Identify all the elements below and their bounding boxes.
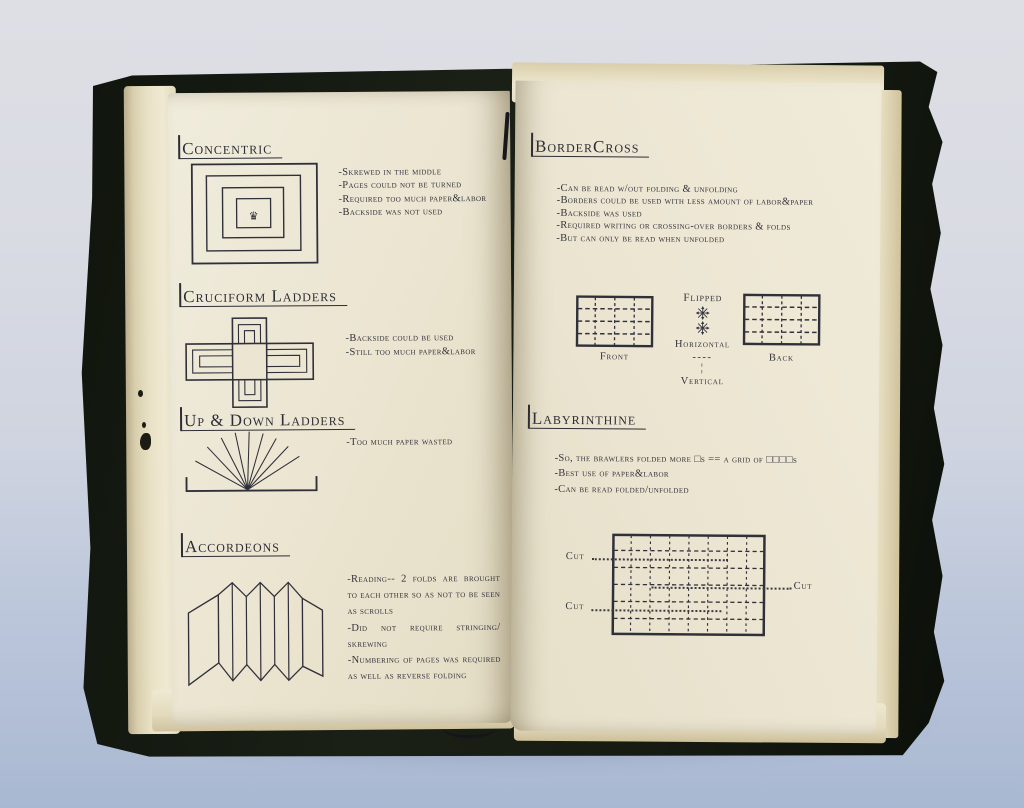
fan-diagram	[183, 430, 320, 508]
heading-cruciform-ladders: Cruciform Ladders	[180, 286, 347, 307]
cut-label-top-left: Cut	[565, 550, 585, 563]
note-line: -But can only be read when unfolded	[556, 232, 725, 245]
cruciform-diagram	[184, 316, 315, 414]
cut-label-right: Cut	[793, 580, 813, 592]
note-line: -Did not require stringing/ skrewing	[347, 621, 501, 650]
up-down-notes	[346, 435, 506, 450]
note-line: -Can be read folded/unfolded	[554, 483, 689, 496]
note-line: -Still too much paper&labor	[345, 346, 476, 358]
note-line: -Best use of paper&labor	[554, 468, 669, 481]
vertical-fold-symbol: ¦	[700, 362, 704, 375]
note-line: -Borders could be used with less amount of labor&paper	[556, 195, 814, 209]
note-line: -So, the brawlers folded more □s == a grid of □□□□s	[554, 452, 798, 466]
vertical-label: Vertical	[680, 375, 724, 388]
heading-labyrinthine: Labyrinthine	[529, 409, 647, 430]
note-line: -Backside was not used	[338, 206, 443, 219]
flipped-label: Flipped	[683, 291, 723, 305]
note-line: -Too much paper wasted	[346, 436, 453, 448]
paper-speck	[140, 433, 151, 450]
note-line: -Required writing or crossing-over borders & folds	[556, 220, 791, 233]
note-line: -Can be read w/out folding & unfolding	[556, 182, 739, 196]
labyrinthine-notes	[554, 451, 859, 500]
right-page	[510, 81, 881, 734]
paper-speck	[142, 422, 146, 428]
front-label: Front	[599, 351, 629, 363]
note-line: -Required too much paper&labor	[338, 192, 487, 205]
heading-concentric: Concentric	[179, 138, 282, 159]
note-line: -Skrewed in the middle	[338, 166, 442, 179]
note-line: -Pages could not be turned	[338, 179, 462, 192]
horizontal-label: Horizontal	[674, 338, 731, 351]
bordercross-diagram	[513, 281, 880, 409]
back-sheet-grid	[742, 293, 820, 351]
flip-arrows-icon	[696, 321, 710, 340]
spine-stitch-thread-bottom	[443, 718, 495, 738]
heading-up-down-ladders: Up & Down Ladders	[181, 410, 355, 432]
bordercross-notes	[556, 183, 871, 248]
paper-speck	[138, 390, 143, 397]
accordion-diagram	[184, 574, 325, 692]
left-page	[168, 91, 514, 725]
concentric-notes	[338, 165, 502, 220]
heading-bordercross: BorderCross	[532, 137, 650, 158]
back-label: Back	[768, 352, 794, 364]
cut-label-bottom-left: Cut	[565, 600, 585, 613]
labyrinthine-diagram	[511, 521, 878, 674]
heading-accordeons: Accordeons	[182, 536, 290, 557]
front-sheet-grid	[575, 295, 653, 353]
note-line: -Backside was used	[556, 207, 643, 220]
accordeons-notes	[347, 571, 501, 685]
cruciform-notes	[345, 331, 505, 360]
note-line: -Numbering of pages was required as well as reverse folding	[347, 653, 501, 683]
note-line: -Backside could be used	[345, 332, 454, 344]
note-line: -Reading-- 2 folds are brought to each other so as not to be seen as scrolls	[347, 572, 501, 618]
horizontal-fold-symbol: ----	[692, 351, 713, 364]
concentric-diagram	[190, 162, 319, 270]
crown-icon: ♛	[248, 209, 259, 223]
